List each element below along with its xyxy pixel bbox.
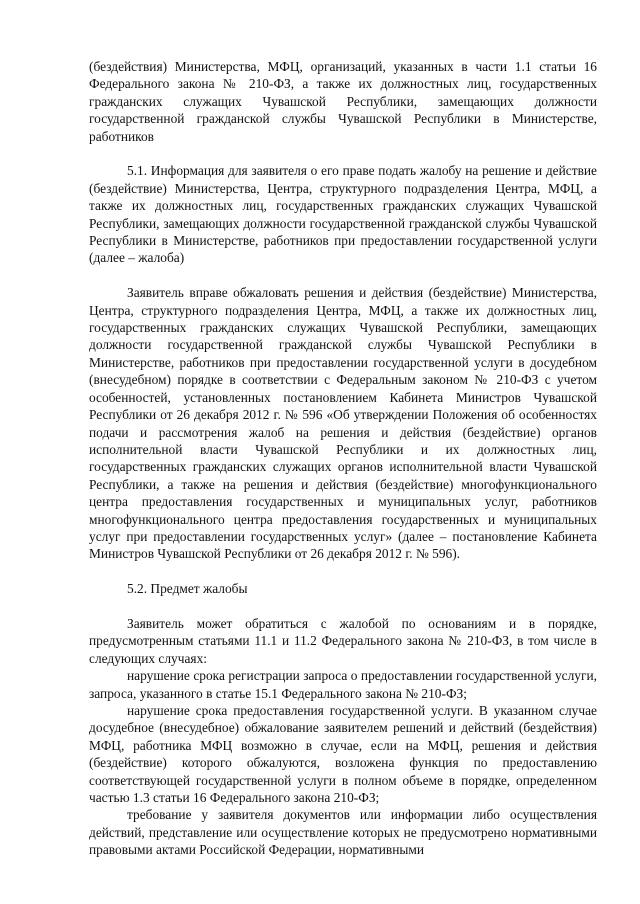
- section-heading-5-1: 5.1. Информация для заявителя о его праве подать жалобу на решение и действие (бездействие) Министерства, Центра, структурного подразделения Центра, МФЦ, а также их должностных лиц, государственных гражданских служащих Чувашской Республики, замещающих должности государственной гражданской службы Чувашской Республики в Министерстве, работников при предоставлении государственной услуги (далее – жалоба): [89, 163, 597, 266]
- list-item-document-requirement: требование у заявителя документов или информации либо осуществления действий, представление или осуществление которых не предусмотрено нормативными правовыми актами Российской Федерации, нормативными: [89, 807, 597, 858]
- section-heading-5-2: 5.2. Предмет жалобы: [127, 581, 248, 597]
- paragraph-continuation: (бездействия) Министерства, МФЦ, организаций, указанных в части 1.1 статьи 16 Федерального закона № 210-ФЗ, а также их должностных лиц, государственных гражданских служащих Чувашской Республики, замещающих должности государственной гражданской службы Чувашской Республики в Министерстве, работников: [89, 59, 597, 144]
- paragraph-appeal-right: Заявитель вправе обжаловать решения и действия (бездействие) Министерства, Центра, структурного подразделения Центра, МФЦ, а также их должностных лиц, государственных гражданских служащих Чувашской Республики, замещающих должности государственной гражданской службы Чувашской Республики в Министерстве, работников при предоставлении государственной услуги в досудебном (внесудебном) порядке в соответствии с Федеральным законом № 210-ФЗ с учетом особенностей, установленных постановлением Кабинета Министров Чувашской Республики от 26 декабря 2012 г. № 596 «Об утверждении Положения об особенностях подачи и рассмотрения жалоб на решения и действия (бездействие) органов исполнительной власти Чувашской Республики и их должностных лиц, государственных гражданских служащих органов исполнительной власти Чувашской Республики, а также на решения и действия (бездействие) многофункционального центра предоставления государственных и муниципальных услуг, работников многофункционального центра предоставления государственных и муниципальных услуг при предоставлении государственных услуг» (далее – постановление Кабинета Министров Чувашской Республики от 26 декабря 2012 г. № 596).: [89, 285, 597, 562]
- list-item-service-term: нарушение срока предоставления государственной услуги. В указанном случае досудебное (внесудебное) обжалование заявителем решений и действий (бездействия) МФЦ, работника МФЦ возможно в случае, если на МФЦ, решения и действия (бездействие) которого обжалуются, возложена функция по предоставлению соответствующей государственной услуги в полном объеме в порядке, определенном частью 1.3 статьи 16 Федерального закона 210-ФЗ;: [89, 702, 597, 805]
- document-page: [89, 58, 597, 859]
- list-item-registration-term: нарушение срока регистрации запроса о предоставлении государственной услуги, запроса, указанного в статье 15.1 Федерального закона № 210-ФЗ;: [89, 668, 597, 701]
- paragraph-grounds: Заявитель может обратиться с жалобой по основаниям и в порядке, предусмотренным статьями 11.1 и 11.2 Федерального закона № 210-ФЗ, в том числе в следующих случаях:: [89, 615, 597, 666]
